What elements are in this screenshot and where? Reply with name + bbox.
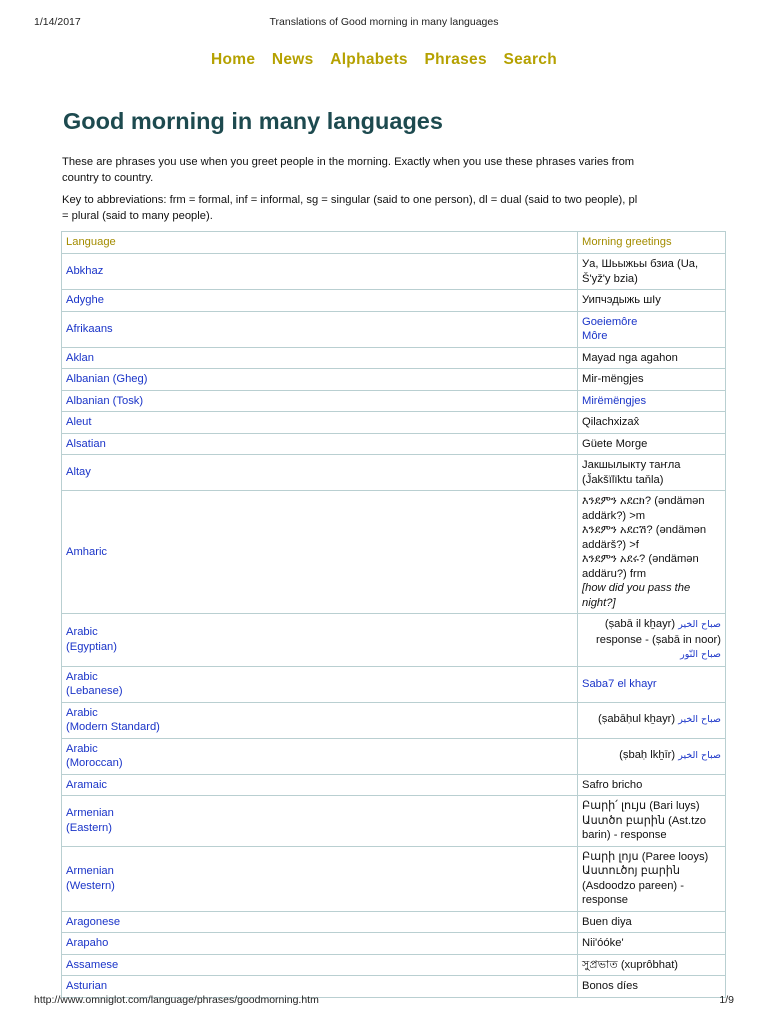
language-name-line: Armenian bbox=[66, 865, 114, 877]
greeting-line: እንደምን አደርክ? (əndämən bbox=[582, 495, 705, 507]
greeting-line: Bonos díes bbox=[582, 980, 638, 992]
greeting-line: Уипчэдыжь шIу bbox=[582, 294, 661, 306]
print-date: 1/14/2017 bbox=[34, 16, 81, 28]
table-row bbox=[62, 846, 726, 911]
greeting-line: Nii'óóke' bbox=[582, 937, 624, 949]
greeting-cell bbox=[578, 702, 726, 738]
language-link[interactable] bbox=[62, 311, 578, 347]
table-row bbox=[62, 433, 726, 455]
language-name-line: (Lebanese) bbox=[66, 685, 123, 697]
table-row bbox=[62, 254, 726, 290]
language-link[interactable] bbox=[62, 614, 578, 667]
greeting-cell bbox=[578, 933, 726, 955]
greeting-cell bbox=[578, 614, 726, 667]
greeting-line: (ṣbaḥ lkẖīr) صباح الخير bbox=[619, 749, 721, 762]
greeting-line: እንደምን አደርሽ? (əndämən bbox=[582, 524, 707, 536]
greeting-cell bbox=[578, 911, 726, 933]
greeting-cell bbox=[578, 846, 726, 911]
table-row bbox=[62, 954, 726, 976]
greeting-line: Աստուծոյ բարին bbox=[582, 865, 680, 877]
page-number: 1/9 bbox=[719, 994, 734, 1006]
table-row bbox=[62, 933, 726, 955]
intro-paragraph: These are phrases you use when you greet people in the morning. Exactly when you use these phrases varies from country to country. bbox=[62, 156, 635, 184]
language-name-line: (Modern Standard) bbox=[66, 721, 160, 733]
language-link[interactable] bbox=[62, 290, 578, 312]
language-name-line: Afrikaans bbox=[66, 322, 113, 335]
language-link[interactable] bbox=[62, 433, 578, 455]
language-link[interactable] bbox=[62, 774, 578, 796]
table-row bbox=[62, 412, 726, 434]
greeting-line: [how did you pass the bbox=[582, 582, 691, 594]
greeting-line: Mayad nga agahon bbox=[582, 351, 678, 364]
greeting-line: barin) - response bbox=[582, 829, 667, 841]
table-row bbox=[62, 614, 726, 667]
language-name-line: Arabic bbox=[66, 742, 98, 755]
language-name-line: (Western) bbox=[66, 879, 115, 892]
greeting-line: Buen diya bbox=[582, 915, 632, 928]
language-link[interactable] bbox=[62, 254, 578, 290]
greeting-line: সুপ্ৰভাত (xuprôbhat) bbox=[582, 958, 679, 971]
language-link[interactable] bbox=[62, 846, 578, 911]
greeting-cell bbox=[578, 311, 726, 347]
language-name-line: Arabic bbox=[66, 670, 98, 683]
language-link[interactable] bbox=[62, 412, 578, 434]
language-link[interactable] bbox=[62, 491, 578, 614]
greeting-line: Աստծո բարին (Ast.tzo bbox=[582, 814, 707, 827]
language-name-line: Armenian bbox=[66, 807, 114, 820]
greeting-cell bbox=[578, 433, 726, 455]
greeting-cell bbox=[578, 290, 726, 312]
greeting-line: እንደምን አደሩ? (əndämən bbox=[582, 553, 699, 565]
page-heading: Good morning in many languages bbox=[63, 108, 443, 134]
language-name-line: (Eastern) bbox=[66, 821, 113, 834]
language-link[interactable] bbox=[62, 369, 578, 391]
greeting-line: (Asdoodzo pareen) - bbox=[582, 879, 684, 892]
header-language: Language bbox=[62, 232, 578, 254]
greeting-cell bbox=[578, 976, 726, 998]
language-link[interactable] bbox=[62, 390, 578, 412]
greeting-line: addärš?) >f bbox=[582, 538, 639, 551]
greeting-line: Уа, Шьыжьы бзиа (Ua, bbox=[582, 258, 699, 270]
greeting-line: addärk?) >m bbox=[582, 509, 646, 522]
nav-link-phrases[interactable]: Phrases bbox=[424, 51, 487, 68]
language-name-line: Alsatian bbox=[66, 437, 106, 450]
nav-link-search[interactable]: Search bbox=[503, 51, 557, 68]
greeting-cell bbox=[578, 254, 726, 290]
table-row bbox=[62, 455, 726, 491]
abbreviations-key: Key to abbreviations: frm = formal, inf = informal, sg = singular (said to one person), dl = dual (said to two people), pl = plural (said to many people). bbox=[62, 194, 638, 222]
language-name-line: Aklan bbox=[66, 351, 94, 364]
language-name-line: Aramaic bbox=[66, 778, 108, 791]
greeting-cell bbox=[578, 390, 726, 412]
greeting-line: Š'yž'y bzia) bbox=[582, 272, 638, 285]
table-row bbox=[62, 666, 726, 702]
greeting-line: Goeiemôre bbox=[582, 315, 638, 328]
table-row bbox=[62, 369, 726, 391]
table-row bbox=[62, 491, 726, 614]
greeting-line: Mir-mëngjes bbox=[582, 373, 644, 385]
greeting-line: صباح النّور bbox=[680, 649, 721, 660]
greeting-line: (J̌akšïlïktu taňla) bbox=[582, 473, 664, 486]
greeting-cell bbox=[578, 796, 726, 847]
print-url: http://www.omniglot.com/language/phrases/goodmorning.htm bbox=[34, 994, 319, 1006]
table-row bbox=[62, 702, 726, 738]
table-row bbox=[62, 290, 726, 312]
language-name-line: Albanian (Gheg) bbox=[66, 373, 148, 385]
print-page-title: Translations of Good morning in many languages bbox=[269, 16, 499, 28]
table-row bbox=[62, 911, 726, 933]
greeting-line: response - (ṣabā in noor) bbox=[596, 633, 721, 646]
language-link[interactable] bbox=[62, 666, 578, 702]
greeting-line: Môre bbox=[582, 330, 608, 342]
language-name-line: Adyghe bbox=[66, 294, 104, 306]
greeting-cell bbox=[578, 412, 726, 434]
language-name-line: Amharic bbox=[66, 545, 108, 558]
table-row bbox=[62, 774, 726, 796]
greeting-line: night?] bbox=[582, 596, 616, 609]
table-row bbox=[62, 738, 726, 774]
greeting-cell bbox=[578, 455, 726, 491]
greeting-line: Բարի լոյս (Paree looys) bbox=[582, 850, 709, 863]
language-link[interactable] bbox=[62, 738, 578, 774]
language-link[interactable] bbox=[62, 702, 578, 738]
greeting-line: (ṣabā il kẖayr) صباح الخير bbox=[604, 618, 721, 630]
table-row bbox=[62, 796, 726, 847]
greeting-cell bbox=[578, 347, 726, 369]
nav-link-alphabets[interactable]: Alphabets bbox=[330, 51, 408, 68]
greeting-line: Güete Morge bbox=[582, 437, 648, 450]
greeting-line: Բարի՛ լույս (Bari luys) bbox=[582, 800, 700, 812]
greeting-line: (ṣabāḥul kẖayr) صباح الخير bbox=[598, 713, 721, 726]
main-nav bbox=[0, 51, 768, 69]
greeting-line: Јакшылыкту таҥла bbox=[582, 459, 681, 471]
language-name-line: Altay bbox=[66, 466, 91, 479]
table-header-row bbox=[62, 232, 726, 254]
table-row bbox=[62, 390, 726, 412]
greeting-line: Mirëmëngjes bbox=[582, 394, 647, 407]
greeting-cell bbox=[578, 666, 726, 702]
table-row bbox=[62, 311, 726, 347]
language-name-line: Aleut bbox=[66, 416, 92, 428]
language-name-line: Albanian (Tosk) bbox=[66, 394, 144, 407]
greeting-cell bbox=[578, 738, 726, 774]
greeting-line: response bbox=[582, 894, 629, 906]
greeting-cell bbox=[578, 369, 726, 391]
greeting-line: Safro bricho bbox=[582, 778, 643, 791]
greeting-cell bbox=[578, 774, 726, 796]
language-link[interactable] bbox=[62, 933, 578, 955]
language-link[interactable] bbox=[62, 347, 578, 369]
greeting-line: Qilachxizax̂ bbox=[582, 416, 640, 428]
language-name-line: Arabic bbox=[66, 706, 98, 719]
header-greeting: Morning greetings bbox=[578, 232, 726, 254]
language-name-line: Arabic bbox=[66, 626, 98, 639]
language-link[interactable] bbox=[62, 455, 578, 491]
language-name-line: (Moroccan) bbox=[66, 757, 123, 769]
language-name-line: Aragonese bbox=[66, 915, 121, 928]
language-name-line: Abkhaz bbox=[66, 265, 104, 278]
nav-link-news[interactable]: News bbox=[271, 51, 314, 68]
nav-link-home[interactable]: Home bbox=[211, 51, 256, 68]
language-link[interactable] bbox=[62, 796, 578, 847]
language-name-line: Assamese bbox=[66, 958, 119, 971]
language-link[interactable] bbox=[62, 911, 578, 933]
language-name-line: Arapaho bbox=[66, 937, 109, 949]
table-row bbox=[62, 347, 726, 369]
language-link[interactable] bbox=[62, 954, 578, 976]
greetings-table bbox=[61, 231, 726, 998]
language-name-line: Asturian bbox=[66, 980, 108, 992]
greeting-cell bbox=[578, 954, 726, 976]
greeting-line: addäru?) frm bbox=[582, 567, 647, 580]
greeting-cell bbox=[578, 491, 726, 614]
language-name-line: (Egyptian) bbox=[66, 640, 117, 653]
greeting-line: Saba7 el khayr bbox=[582, 677, 657, 690]
